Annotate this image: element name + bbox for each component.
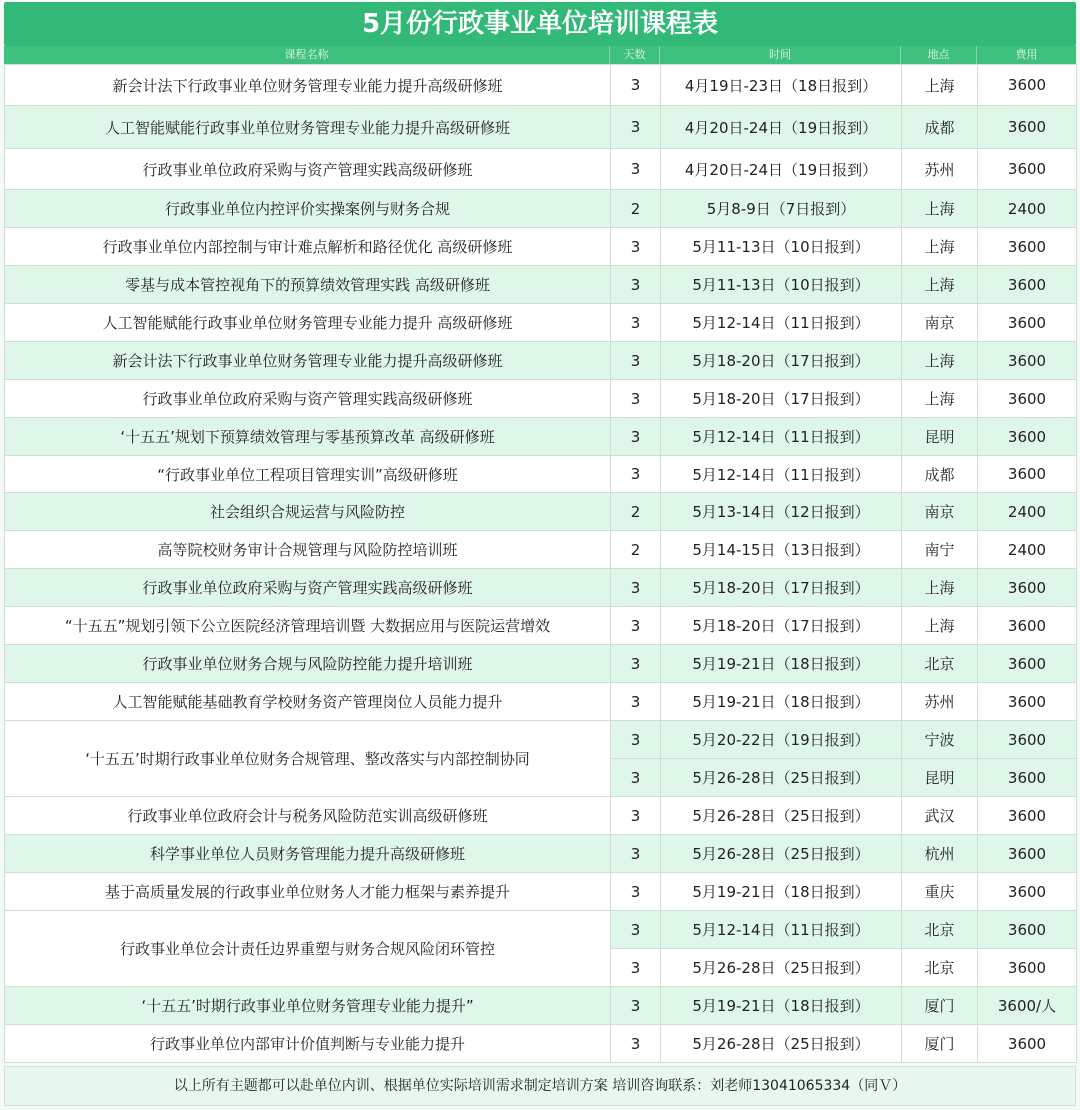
- cell-course: “十五五”规划引领下公立医院经济管理培训暨 大数据应用与医院运营增效: [5, 607, 611, 645]
- cell-place: 苏州: [902, 683, 978, 721]
- cell-place: 上海: [902, 607, 978, 645]
- cell-time: 5月18-20日（17日报到）: [661, 569, 902, 607]
- cell-fee: 3600: [978, 607, 1077, 645]
- cell-place: 厦门: [902, 1025, 978, 1063]
- cell-place: 南宁: [902, 531, 978, 569]
- table-row: [5, 645, 1077, 683]
- cell-course: 行政事业单位会计责任边界重塑与财务合规风险闭环管控: [5, 911, 611, 987]
- table-row: [5, 911, 1077, 949]
- cell-fee: 2400: [978, 531, 1077, 569]
- cell-course: 行政事业单位政府采购与资产管理实践高级研修班: [5, 569, 611, 607]
- table-row: [5, 266, 1077, 304]
- cell-place: 北京: [902, 645, 978, 683]
- cell-course: 高等院校财务审计合规管理与风险防控培训班: [5, 531, 611, 569]
- cell-course: ‘十五五’时期行政事业单位财务合规管理、整改落实与内部控制协同: [5, 721, 611, 797]
- cell-time: 5月26-28日（25日报到）: [661, 797, 902, 835]
- cell-course: 行政事业单位政府采购与资产管理实践高级研修班: [5, 149, 611, 190]
- cell-place: 北京: [902, 911, 978, 949]
- cell-time: 5月19-21日（18日报到）: [661, 987, 902, 1025]
- cell-place: 成都: [902, 106, 978, 149]
- cell-fee: 3600: [978, 911, 1077, 949]
- table-row: [5, 797, 1077, 835]
- cell-time: 5月11-13日（10日报到）: [661, 228, 902, 266]
- table-row: [5, 228, 1077, 266]
- cell-course: 人工智能赋能行政事业单位财务管理专业能力提升 高级研修班: [5, 304, 611, 342]
- cell-fee: 2400: [978, 190, 1077, 228]
- cell-days: 3: [611, 418, 661, 456]
- cell-days: 3: [611, 569, 661, 607]
- cell-time: 5月26-28日（25日报到）: [661, 949, 902, 987]
- cell-fee: 2400: [978, 493, 1077, 531]
- table-row: [5, 342, 1077, 380]
- cell-fee: 3600: [978, 304, 1077, 342]
- cell-fee: 3600: [978, 266, 1077, 304]
- cell-place: 宁波: [902, 721, 978, 759]
- cell-time: 5月12-14日（11日报到）: [661, 456, 902, 493]
- cell-time: 5月19-21日（18日报到）: [661, 645, 902, 683]
- cell-time: 5月18-20日（17日报到）: [661, 380, 902, 418]
- cell-place: 武汉: [902, 797, 978, 835]
- table-row: [5, 987, 1077, 1025]
- cell-course: 行政事业单位政府会计与税务风险防范实训高级研修班: [5, 797, 611, 835]
- cell-time: 5月20-22日（19日报到）: [661, 721, 902, 759]
- cell-course: 行政事业单位内控评价实操案例与财务合规: [5, 190, 611, 228]
- cell-course: 人工智能赋能行政事业单位财务管理专业能力提升高级研修班: [5, 106, 611, 149]
- cell-course: “行政事业单位工程项目管理实训”高级研修班: [5, 456, 611, 493]
- cell-days: 3: [611, 456, 661, 493]
- cell-place: 南京: [902, 304, 978, 342]
- cell-place: 上海: [902, 266, 978, 304]
- cell-days: 3: [611, 1025, 661, 1063]
- course-table: [4, 64, 1077, 1063]
- cell-course: 行政事业单位财务合规与风险防控能力提升培训班: [5, 645, 611, 683]
- cell-days: 3: [611, 342, 661, 380]
- cell-fee: 3600: [978, 1025, 1077, 1063]
- table-row: [5, 683, 1077, 721]
- cell-place: 成都: [902, 456, 978, 493]
- table-row: [5, 380, 1077, 418]
- cell-days: 3: [611, 607, 661, 645]
- cell-place: 南京: [902, 493, 978, 531]
- cell-fee: 3600: [978, 149, 1077, 190]
- cell-time: 5月13-14日（12日报到）: [661, 493, 902, 531]
- cell-fee: 3600: [978, 835, 1077, 873]
- cell-days: 3: [611, 759, 661, 797]
- cell-time: 5月18-20日（17日报到）: [661, 342, 902, 380]
- table-row: [5, 531, 1077, 569]
- cell-time: 5月12-14日（11日报到）: [661, 911, 902, 949]
- cell-place: 上海: [902, 569, 978, 607]
- cell-time: 5月26-28日（25日报到）: [661, 835, 902, 873]
- cell-fee: 3600: [978, 873, 1077, 911]
- cell-time: 5月19-21日（18日报到）: [661, 873, 902, 911]
- cell-fee: 3600: [978, 949, 1077, 987]
- header-time: 时间: [660, 46, 901, 64]
- cell-days: 3: [611, 266, 661, 304]
- cell-days: 2: [611, 493, 661, 531]
- cell-fee: 3600: [978, 759, 1077, 797]
- cell-course: 科学事业单位人员财务管理能力提升高级研修班: [5, 835, 611, 873]
- cell-time: 5月26-28日（25日报到）: [661, 759, 902, 797]
- cell-days: 3: [611, 106, 661, 149]
- header-days: 天数: [610, 46, 660, 64]
- cell-days: 3: [611, 797, 661, 835]
- cell-fee: 3600: [978, 380, 1077, 418]
- cell-days: 3: [611, 911, 661, 949]
- cell-time: 5月11-13日（10日报到）: [661, 266, 902, 304]
- cell-fee: 3600: [978, 569, 1077, 607]
- cell-course: 基于高质量发展的行政事业单位财务人才能力框架与素养提升: [5, 873, 611, 911]
- cell-time: 5月12-14日（11日报到）: [661, 418, 902, 456]
- cell-time: 5月12-14日（11日报到）: [661, 304, 902, 342]
- table-row: [5, 493, 1077, 531]
- cell-place: 上海: [902, 228, 978, 266]
- cell-fee: 3600: [978, 456, 1077, 493]
- table-row: [5, 149, 1077, 190]
- table-row: [5, 873, 1077, 911]
- cell-time: 4月19日-23日（18日报到）: [661, 65, 902, 106]
- table-row: [5, 835, 1077, 873]
- cell-fee: 3600: [978, 342, 1077, 380]
- cell-course: 行政事业单位内部审计价值判断与专业能力提升: [5, 1025, 611, 1063]
- cell-days: 3: [611, 987, 661, 1025]
- table-row: [5, 65, 1077, 106]
- cell-fee: 3600: [978, 228, 1077, 266]
- header-course: 课程名称: [4, 46, 610, 64]
- cell-place: 苏州: [902, 149, 978, 190]
- cell-place: 杭州: [902, 835, 978, 873]
- table-row: [5, 106, 1077, 149]
- contact-footer: 以上所有主题都可以赴单位内训、根据单位实际培训需求制定培训方案 培训咨询联系：刘老师13041065334（同Ｖ）: [4, 1066, 1076, 1106]
- cell-place: 上海: [902, 65, 978, 106]
- cell-time: 4月20日-24日（19日报到）: [661, 149, 902, 190]
- table-row: [5, 721, 1077, 759]
- cell-place: 昆明: [902, 759, 978, 797]
- cell-course: 新会计法下行政事业单位财务管理专业能力提升高级研修班: [5, 65, 611, 106]
- header-place: 地点: [901, 46, 977, 64]
- cell-days: 3: [611, 683, 661, 721]
- table-row: [5, 569, 1077, 607]
- table-row: [5, 190, 1077, 228]
- cell-course: ‘十五五’时期行政事业单位财务管理专业能力提升”: [5, 987, 611, 1025]
- cell-days: 3: [611, 835, 661, 873]
- cell-days: 2: [611, 190, 661, 228]
- cell-fee: 3600: [978, 65, 1077, 106]
- cell-place: 厦门: [902, 987, 978, 1025]
- cell-place: 上海: [902, 190, 978, 228]
- cell-days: 3: [611, 721, 661, 759]
- cell-time: 5月19-21日（18日报到）: [661, 683, 902, 721]
- table-row: [5, 456, 1077, 493]
- cell-course: 新会计法下行政事业单位财务管理专业能力提升高级研修班: [5, 342, 611, 380]
- cell-course: 行政事业单位政府采购与资产管理实践高级研修班: [5, 380, 611, 418]
- cell-fee: 3600: [978, 645, 1077, 683]
- cell-time: 5月8-9日（7日报到）: [661, 190, 902, 228]
- cell-days: 2: [611, 531, 661, 569]
- cell-course: 人工智能赋能基础教育学校财务资产管理岗位人员能力提升: [5, 683, 611, 721]
- cell-course: 社会组织合规运营与风险防控: [5, 493, 611, 531]
- cell-days: 3: [611, 228, 661, 266]
- cell-days: 3: [611, 380, 661, 418]
- table-row: [5, 304, 1077, 342]
- cell-fee: 3600: [978, 683, 1077, 721]
- cell-place: 昆明: [902, 418, 978, 456]
- table-row: [5, 1025, 1077, 1063]
- table-row: [5, 418, 1077, 456]
- cell-time: 5月26-28日（25日报到）: [661, 1025, 902, 1063]
- header-fee: 费用: [1015, 48, 1038, 61]
- table-header: [4, 46, 1076, 64]
- cell-fee: 3600: [978, 106, 1077, 149]
- cell-course: ‘十五五’规划下预算绩效管理与零基预算改革 高级研修班: [5, 418, 611, 456]
- cell-days: 3: [611, 304, 661, 342]
- cell-days: 3: [611, 65, 661, 106]
- cell-place: 重庆: [902, 873, 978, 911]
- page-title: 5月份行政事业单位培训课程表: [4, 2, 1076, 46]
- cell-place: 上海: [902, 380, 978, 418]
- cell-days: 3: [611, 873, 661, 911]
- cell-fee: 3600/人: [978, 987, 1077, 1025]
- cell-time: 5月18-20日（17日报到）: [661, 607, 902, 645]
- cell-place: 上海: [902, 342, 978, 380]
- cell-fee: 3600: [978, 797, 1077, 835]
- cell-fee: 3600: [978, 721, 1077, 759]
- cell-time: 4月20日-24日（19日报到）: [661, 106, 902, 149]
- cell-days: 3: [611, 149, 661, 190]
- cell-days: 3: [611, 949, 661, 987]
- cell-fee: 3600: [978, 418, 1077, 456]
- table-row: [5, 607, 1077, 645]
- cell-course: 行政事业单位内部控制与审计难点解析和路径优化 高级研修班: [5, 228, 611, 266]
- cell-course: 零基与成本管控视角下的预算绩效管理实践 高级研修班: [5, 266, 611, 304]
- cell-place: 北京: [902, 949, 978, 987]
- cell-time: 5月14-15日（13日报到）: [661, 531, 902, 569]
- cell-days: 3: [611, 645, 661, 683]
